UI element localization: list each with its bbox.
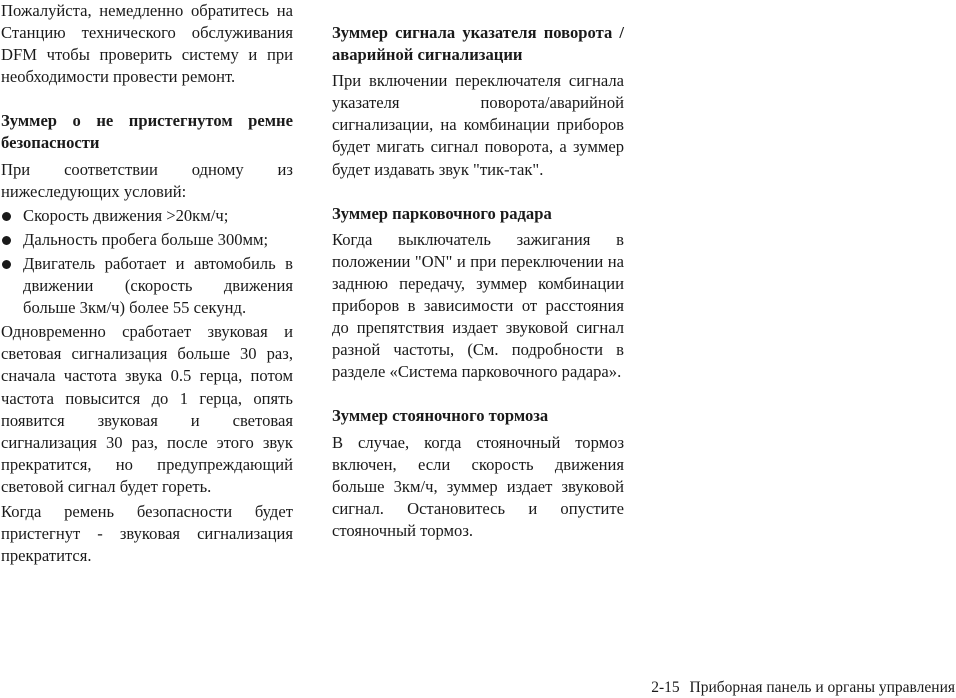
seatbelt-buzzer-heading: Зуммер о не пристегнутом ремне безопасности: [1, 111, 293, 153]
parking-radar-buzzer-text: Когда выключатель зажигания в положении "ON" и при переключении на заднюю передачу, зуммер комбинации приборов в зависимости от расстояния до препятствия издает звуковой сигнал разной частоты, (См. подробности в разделе «Система парковочного радара».: [332, 229, 624, 382]
page-number: 2-15: [651, 679, 680, 696]
bullet-icon: [2, 212, 11, 221]
right-column: [332, 0, 624, 542]
list-item: Двигатель работает и автомобиль в движении (скорость движения больше 3км/ч) более 55 секунд.: [1, 253, 293, 319]
left-column: [1, 0, 293, 567]
parking-radar-buzzer-section: [332, 203, 624, 384]
list-item: Дальность пробега больше 300мм;: [1, 229, 293, 251]
parking-brake-buzzer-text: В случае, когда стояночный тормоз включен, если скорость движения больше 3км/ч, зуммер издает звуковой сигнал. Остановитесь и опустите стояночный тормоз.: [332, 432, 624, 540]
parking-radar-buzzer-heading: Зуммер парковочного радара: [332, 203, 552, 223]
bullet-icon: [2, 236, 11, 245]
intro-paragraph: Пожалуйста, немедленно обратитесь на Станцию технического обслуживания DFM чтобы проверить систему и при необходимости провести ремонт.: [1, 1, 293, 87]
parking-brake-buzzer-heading: Зуммер стояночного тормоза: [332, 406, 549, 426]
parking-brake-buzzer-section: [332, 405, 624, 542]
seatbelt-buzzer-section: [1, 110, 293, 567]
turn-signal-buzzer-text: При включении переключателя сигнала указателя поворота/аварийной сигнализации, на комбинации приборов будет мигать сигнал поворота, а зуммер будет издавать звук "тик-так".: [332, 71, 624, 179]
turn-signal-buzzer-heading: Зуммер сигнала указателя поворота / аварийной сигнализации: [332, 23, 624, 65]
seatbelt-conditions-list: [1, 205, 293, 319]
turn-signal-buzzer-section: [332, 22, 624, 181]
seatbelt-fastened-note: Когда ремень безопасности будет пристегнут - звуковая сигнализация прекратится.: [1, 501, 293, 566]
seatbelt-alarm-description: Одновременно сработает звуковая и световая сигнализация больше 30 раз, сначала частота звука 0.5 герца, потом частота повысится до 1 герца, опять появится звуковая и световая сигнализация 30 раз, после этого звук прекратится, но предупреждающий световой сигнал будет гореть.: [1, 322, 293, 496]
section-title: Приборная панель и органы управления: [689, 679, 955, 696]
seatbelt-conditions-lead: При соответствии одному из нижеследующих условий:: [1, 159, 293, 201]
list-item: Скорость движения >20км/ч;: [1, 205, 293, 227]
page-footer: [651, 678, 955, 698]
bullet-icon: [2, 260, 11, 269]
